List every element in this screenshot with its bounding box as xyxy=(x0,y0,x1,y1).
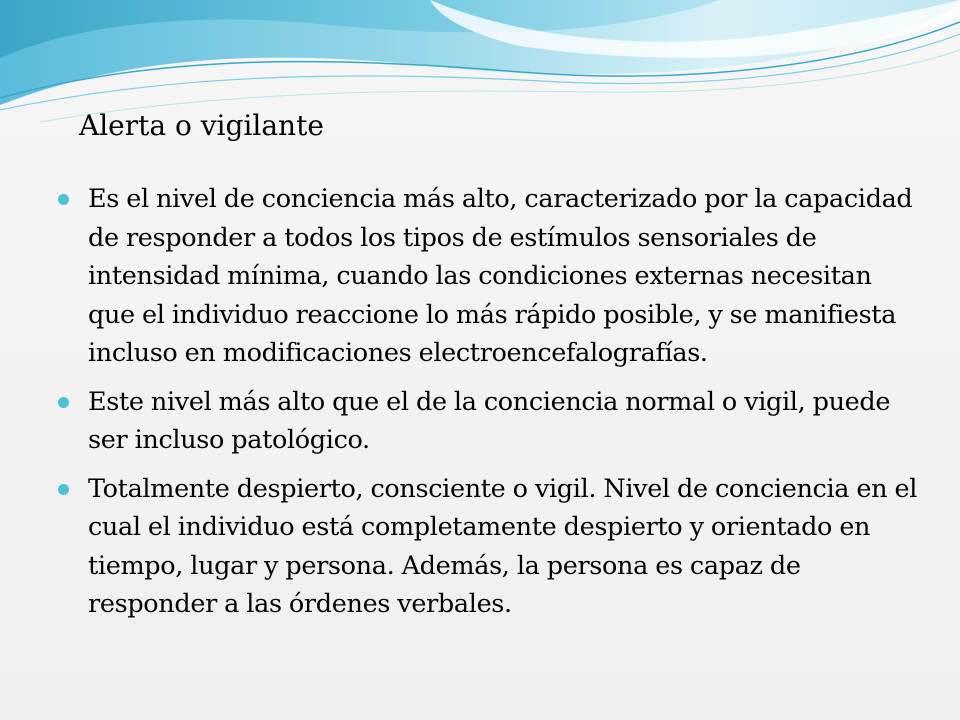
slide-title: Alerta o vigilante xyxy=(79,109,324,142)
bullet-text-1: Es el nivel de conciencia más alto, caracterizado por la capacidad de responder a todos los tipos de estímulos sensoriales de intensidad mínima, cuando las condiciones externas necesitan que el individuo reaccione lo más rápido posible, y se manifiesta incluso en modificaciones electroencefalografías. xyxy=(88,184,913,368)
bullet-item-3 xyxy=(58,470,918,624)
bullet-dot-icon xyxy=(58,194,69,205)
bullet-list xyxy=(58,180,918,634)
bullet-item-2 xyxy=(58,383,918,460)
bullet-item-1 xyxy=(58,180,918,373)
bullet-text-3: Totalmente despierto, consciente o vigil. Nivel de conciencia en el cual el individuo está completamente despierto y orientado en tiempo, lugar y persona. Además, la persona es capaz de responder a las órdenes verbales. xyxy=(88,473,918,619)
bullet-text-2: Este nivel más alto que el de la conciencia normal o vigil, puede ser incluso patológico. xyxy=(88,386,891,455)
bullet-dot-icon xyxy=(58,484,69,495)
bullet-dot-icon xyxy=(58,397,69,408)
